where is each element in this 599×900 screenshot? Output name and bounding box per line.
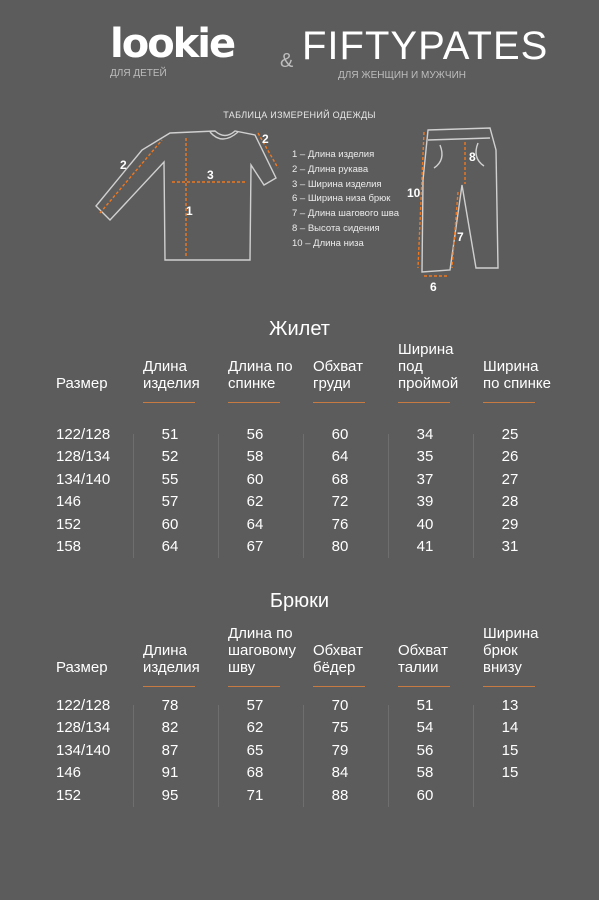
brand-ampersand: & [280, 50, 294, 72]
fiftypates-subtitle: ДЛЯ ЖЕНЩИН И МУЖЧИН [338, 70, 466, 81]
pants-icon [422, 128, 498, 272]
label-sleeve-right: 2 [262, 132, 269, 146]
header-underline [483, 402, 535, 403]
size-cell: 134/140 [56, 470, 111, 488]
label-seat-height: 8 [469, 150, 476, 164]
value-cell: 31 [501, 538, 519, 555]
table-header-pants-5: Ширина брюк внизу [483, 625, 539, 676]
label-hem-width: 6 [430, 280, 437, 294]
column-separator [303, 705, 304, 807]
value-cell: 65 [246, 741, 264, 759]
value-cell: 35 [416, 448, 434, 466]
value-cell: 60 [416, 786, 434, 804]
column-separator [388, 705, 389, 807]
legend-item: 6 – Ширина низа брюк [292, 193, 391, 205]
value-cell: 70 [331, 697, 349, 714]
value-cell: 84 [331, 764, 349, 782]
value-cell: 76 [331, 515, 349, 533]
size-cell: 128/134 [56, 719, 111, 737]
value-cell: 64 [246, 515, 264, 533]
legend-item: 2 – Длина рукава [292, 163, 369, 175]
header-underline [228, 686, 280, 687]
pants-title: Брюки [269, 590, 330, 612]
label-sleeve-left: 2 [120, 158, 127, 172]
header-underline [398, 686, 450, 687]
column-separator [133, 434, 134, 558]
column-separator [473, 705, 474, 807]
value-cell: 55 [161, 470, 179, 488]
value-cell: 13 [501, 697, 519, 714]
value-cell: 14 [501, 719, 519, 737]
value-cell: 58 [246, 448, 264, 466]
value-cell: 52 [161, 448, 179, 466]
legend-item: 1 – Длина изделия [292, 149, 375, 160]
value-cell: 62 [246, 719, 264, 737]
table-header-vest-0: Размер [56, 375, 108, 392]
header-underline [313, 686, 365, 687]
size-cell: 146 [56, 493, 82, 511]
table-header-vest-2: Длина по спинке [228, 358, 293, 392]
fiftypates-logo: FIFTYPATES [302, 24, 549, 68]
header-underline [483, 686, 535, 687]
value-cell: 56 [416, 741, 434, 759]
value-cell: 41 [416, 538, 434, 555]
value-cell: 34 [416, 426, 434, 443]
value-cell: 87 [161, 741, 179, 759]
value-cell: 88 [331, 786, 349, 804]
label-length: 1 [186, 204, 193, 218]
column-separator [133, 705, 134, 807]
table-header-pants-2: Длина по шаговому шву [228, 625, 296, 676]
header-underline [228, 402, 280, 403]
value-cell: 56 [246, 426, 264, 443]
value-cell: 72 [331, 493, 349, 511]
label-width: 3 [207, 168, 214, 182]
value-cell: 58 [416, 764, 434, 782]
value-cell: 75 [331, 719, 349, 737]
value-cell: 79 [331, 741, 349, 759]
size-cell: 146 [56, 764, 82, 782]
value-cell: 40 [416, 515, 434, 533]
value-cell: 60 [161, 515, 179, 533]
value-cell: 71 [246, 786, 264, 804]
value-cell: 15 [501, 764, 519, 782]
value-cell: 67 [246, 538, 264, 555]
size-cell: 134/140 [56, 741, 111, 759]
legend-item: 3 – Ширина изделия [292, 178, 382, 190]
value-cell: 64 [161, 538, 179, 555]
column-separator [473, 434, 474, 558]
size-cell: 122/128 [56, 697, 111, 714]
header-underline [398, 402, 450, 403]
value-cell: 25 [501, 426, 519, 443]
value-cell: 82 [161, 719, 179, 737]
value-cell: 62 [246, 493, 264, 511]
value-cell: 68 [331, 470, 349, 488]
value-cell: 26 [501, 448, 519, 466]
value-cell: 91 [161, 764, 179, 782]
column-separator [303, 434, 304, 558]
value-cell: 64 [331, 448, 349, 466]
table-header-pants-1: Длина изделия [143, 642, 200, 676]
measurement-legend [292, 148, 399, 252]
value-cell: 15 [501, 741, 519, 759]
value-cell: 39 [416, 493, 434, 511]
column-separator [218, 705, 219, 807]
value-cell: 68 [246, 764, 264, 782]
value-cell: 60 [331, 426, 349, 443]
legend-item: 10 – Длина низа [292, 237, 364, 249]
value-cell: 80 [331, 538, 349, 555]
table-header-vest-5: Ширина по спинке [483, 358, 551, 392]
column-separator [388, 434, 389, 558]
label-pants-length: 10 [407, 186, 421, 200]
size-cell: 158 [56, 538, 82, 555]
label-inseam: 7 [457, 230, 464, 244]
table-header-vest-4: Ширина под проймой [398, 341, 459, 392]
column-separator [218, 434, 219, 558]
value-cell: 78 [161, 697, 179, 714]
table-header-pants-4: Обхват талии [398, 642, 448, 676]
lookie-logo: lookie [110, 21, 235, 67]
table-header-pants-3: Обхват бёдер [313, 642, 363, 676]
table-header-pants-0: Размер [56, 659, 108, 676]
size-cell: 128/134 [56, 448, 111, 466]
table-header-vest-3: Обхват груди [313, 358, 363, 392]
size-cell: 122/128 [56, 426, 111, 443]
value-cell: 60 [246, 470, 264, 488]
legend-item: 7 – Длина шагового шва [292, 208, 399, 220]
header-underline [313, 402, 365, 403]
value-cell: 51 [416, 697, 434, 714]
size-cell: 152 [56, 515, 82, 533]
value-cell: 57 [246, 697, 264, 714]
value-cell: 95 [161, 786, 179, 804]
header-underline [143, 686, 195, 687]
legend-item: 8 – Высота сидения [292, 222, 380, 234]
header-underline [143, 402, 195, 403]
value-cell: 29 [501, 515, 519, 533]
size-cell: 152 [56, 786, 82, 804]
table-header-vest-1: Длина изделия [143, 358, 200, 392]
value-cell: 51 [161, 426, 179, 443]
sleeve-arrow-left [100, 140, 162, 213]
value-cell: 57 [161, 493, 179, 511]
value-cell: 54 [416, 719, 434, 737]
lookie-subtitle: ДЛЯ ДЕТЕЙ [110, 68, 167, 79]
vest-title: Жилет [269, 318, 330, 340]
measurement-title: ТАБЛИЦА ИЗМЕРЕНИЙ ОДЕЖДЫ [223, 110, 376, 120]
value-cell: 28 [501, 493, 519, 511]
value-cell: 37 [416, 470, 434, 488]
value-cell: 27 [501, 470, 519, 488]
